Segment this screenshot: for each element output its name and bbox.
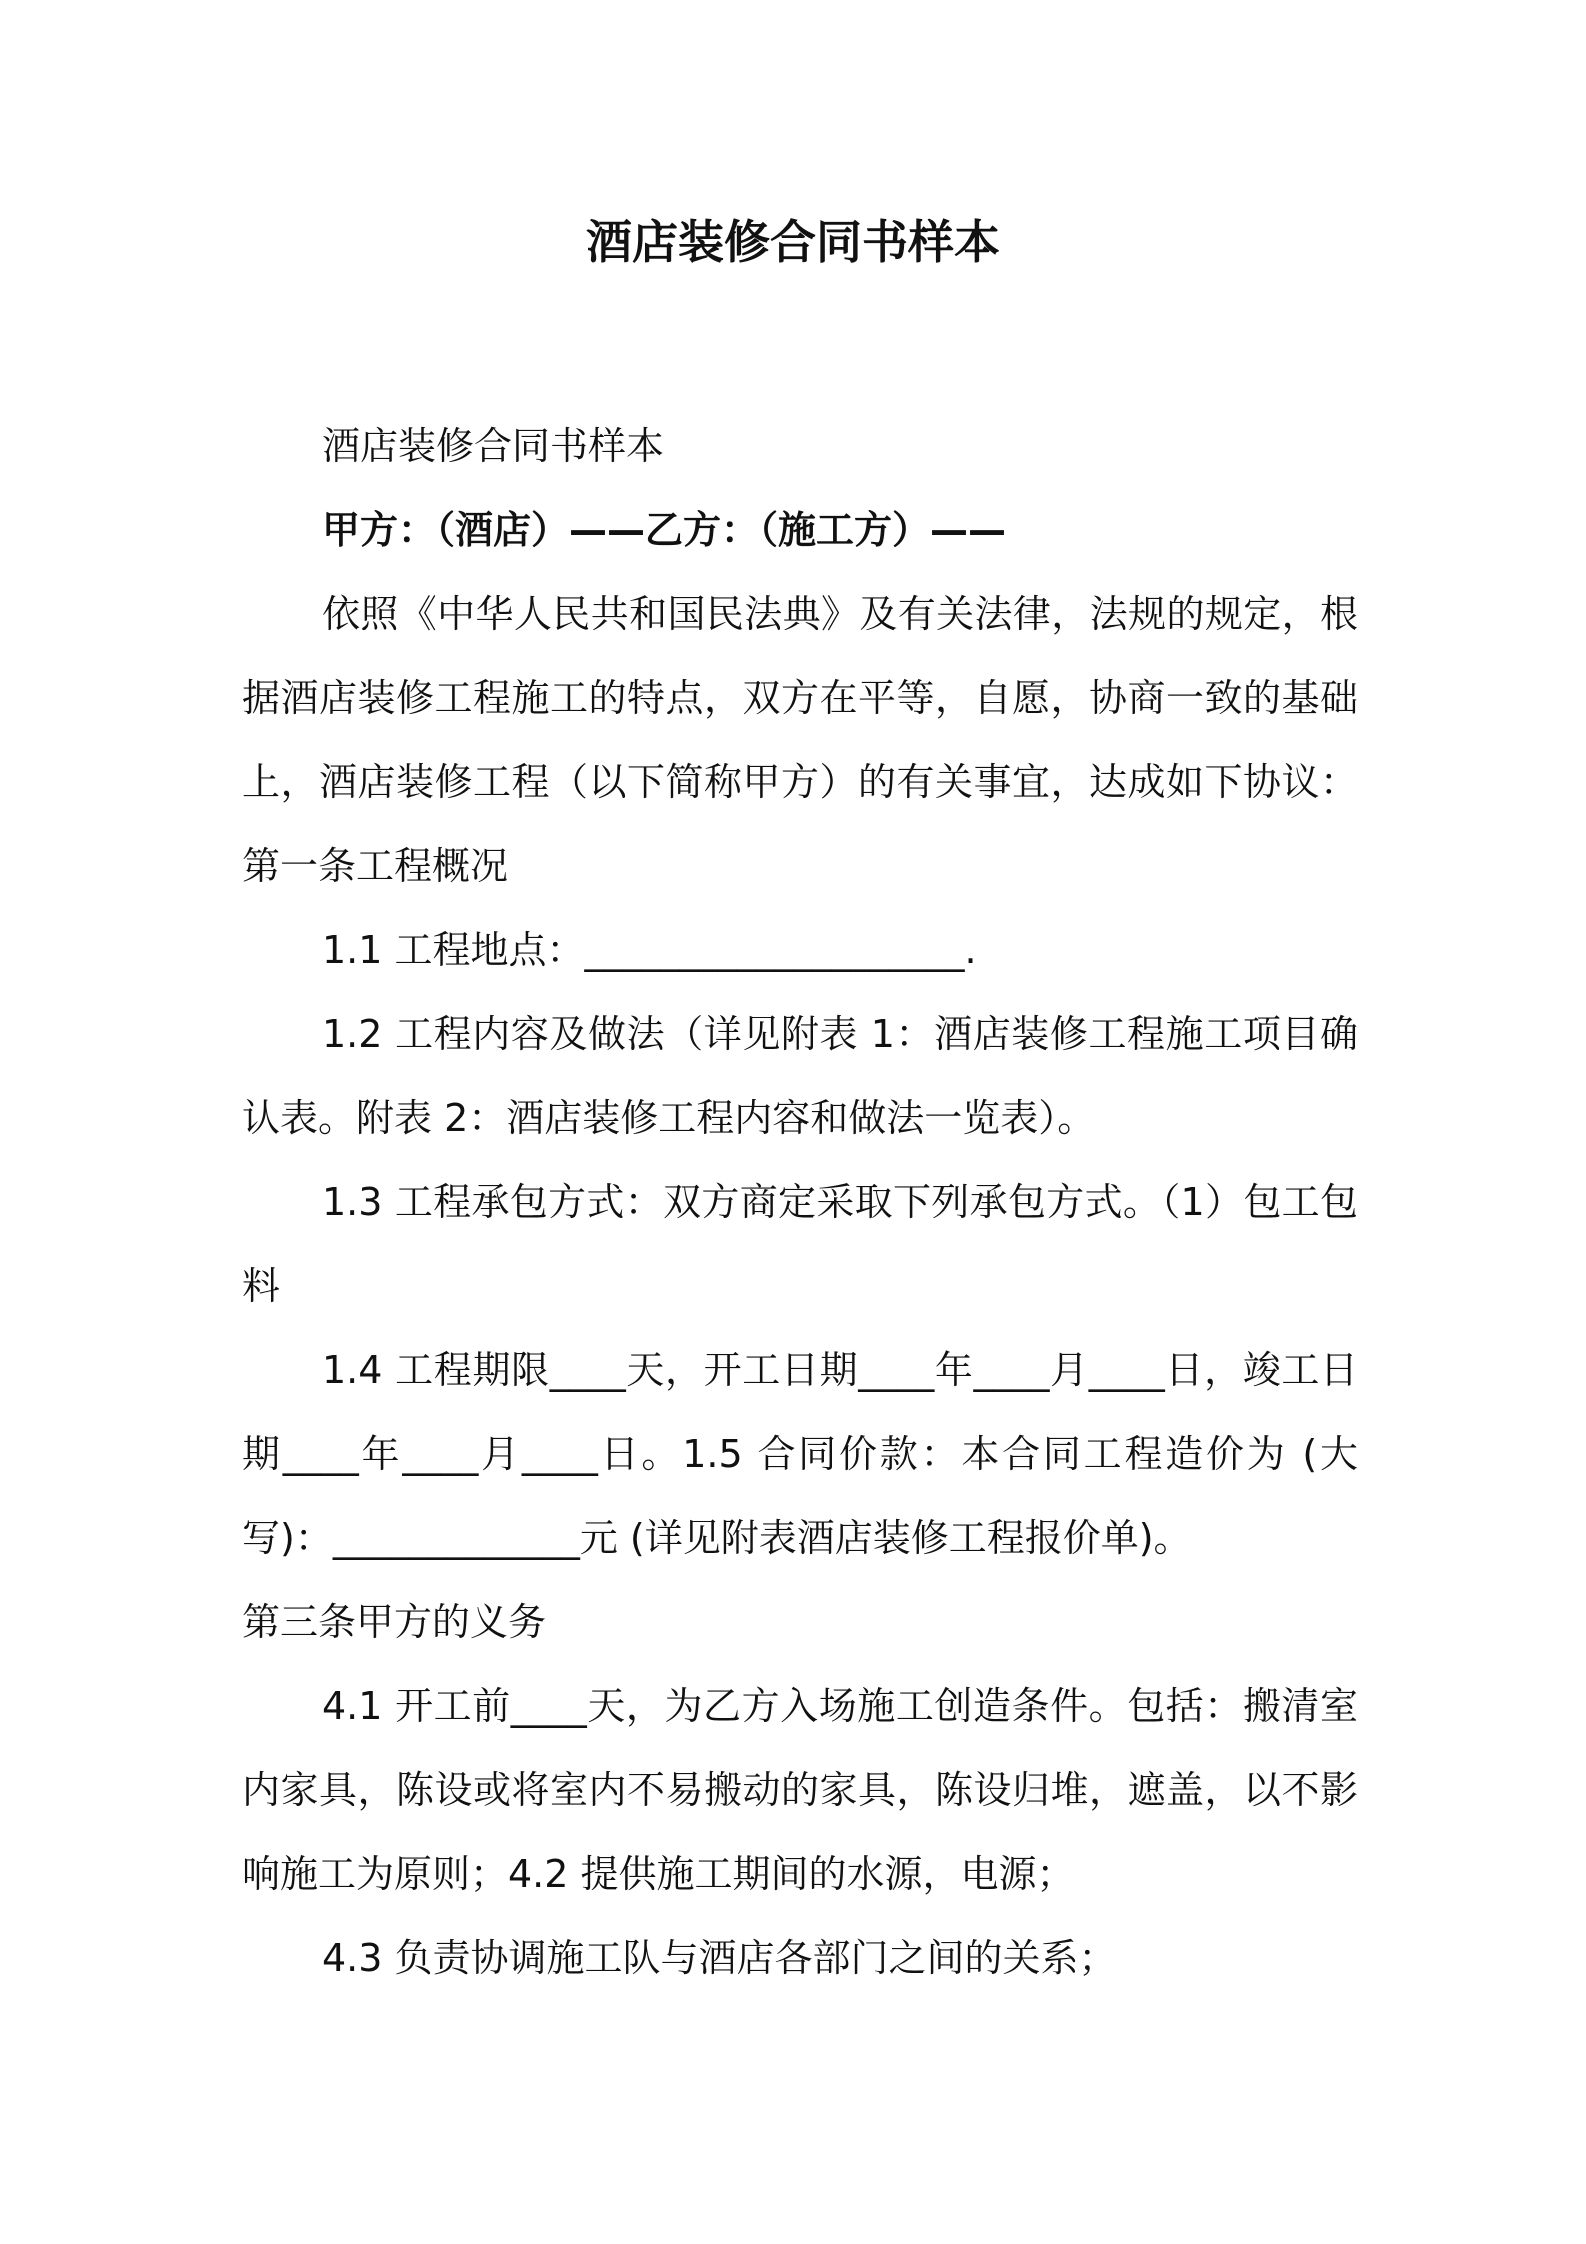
preamble-paragraph: 依照《中华人民共和国民法典》及有关法律，法规的规定，根据酒店装修工程施工的特点，双方在平等，自愿，协商一致的基础上，酒店装修工程（以下简称甲方）的有关事宜，达成如下协议：第一条工程概况	[242, 592, 1358, 888]
article-3-heading: 第三条甲方的义务	[242, 1600, 547, 1644]
clause-1-1: 1.1 工程地点：____________________.	[322, 928, 977, 972]
clause-4-1: 4.1 开工前____天，为乙方入场施工创造条件。包括：搬清室内家具，陈设或将室内不易搬动的家具，陈设归堆，遮盖，以不影响施工为原则；4.2 提供施工期间的水源，电源；	[242, 1684, 1358, 1896]
document-body	[242, 404, 1358, 2000]
clause-4-3: 4.3 负责协调施工队与酒店各部门之间的关系；	[322, 1936, 1117, 1980]
subtitle-paragraph: 酒店装修合同书样本	[322, 424, 665, 468]
clause-1-2: 1.2 工程内容及做法（详见附表 1：酒店装修工程施工项目确认表。附表 2：酒店装修工程内容和做法一览表）。	[242, 1012, 1358, 1140]
clause-1-3: 1.3 工程承包方式：双方商定采取下列承包方式。（1）包工包料	[242, 1180, 1358, 1308]
document-title: 酒店装修合同书样本	[586, 215, 1000, 269]
parties-line: 甲方：（酒店）——乙方：（施工方）——	[322, 508, 1007, 552]
clause-1-4: 1.4 工程期限____天，开工日期____年____月____日，竣工日期____年____月____日。1.5 合同价款：本合同工程造价为 (大写)：_____________元 (详见附表酒店装修工程报价单)。	[242, 1348, 1358, 1560]
